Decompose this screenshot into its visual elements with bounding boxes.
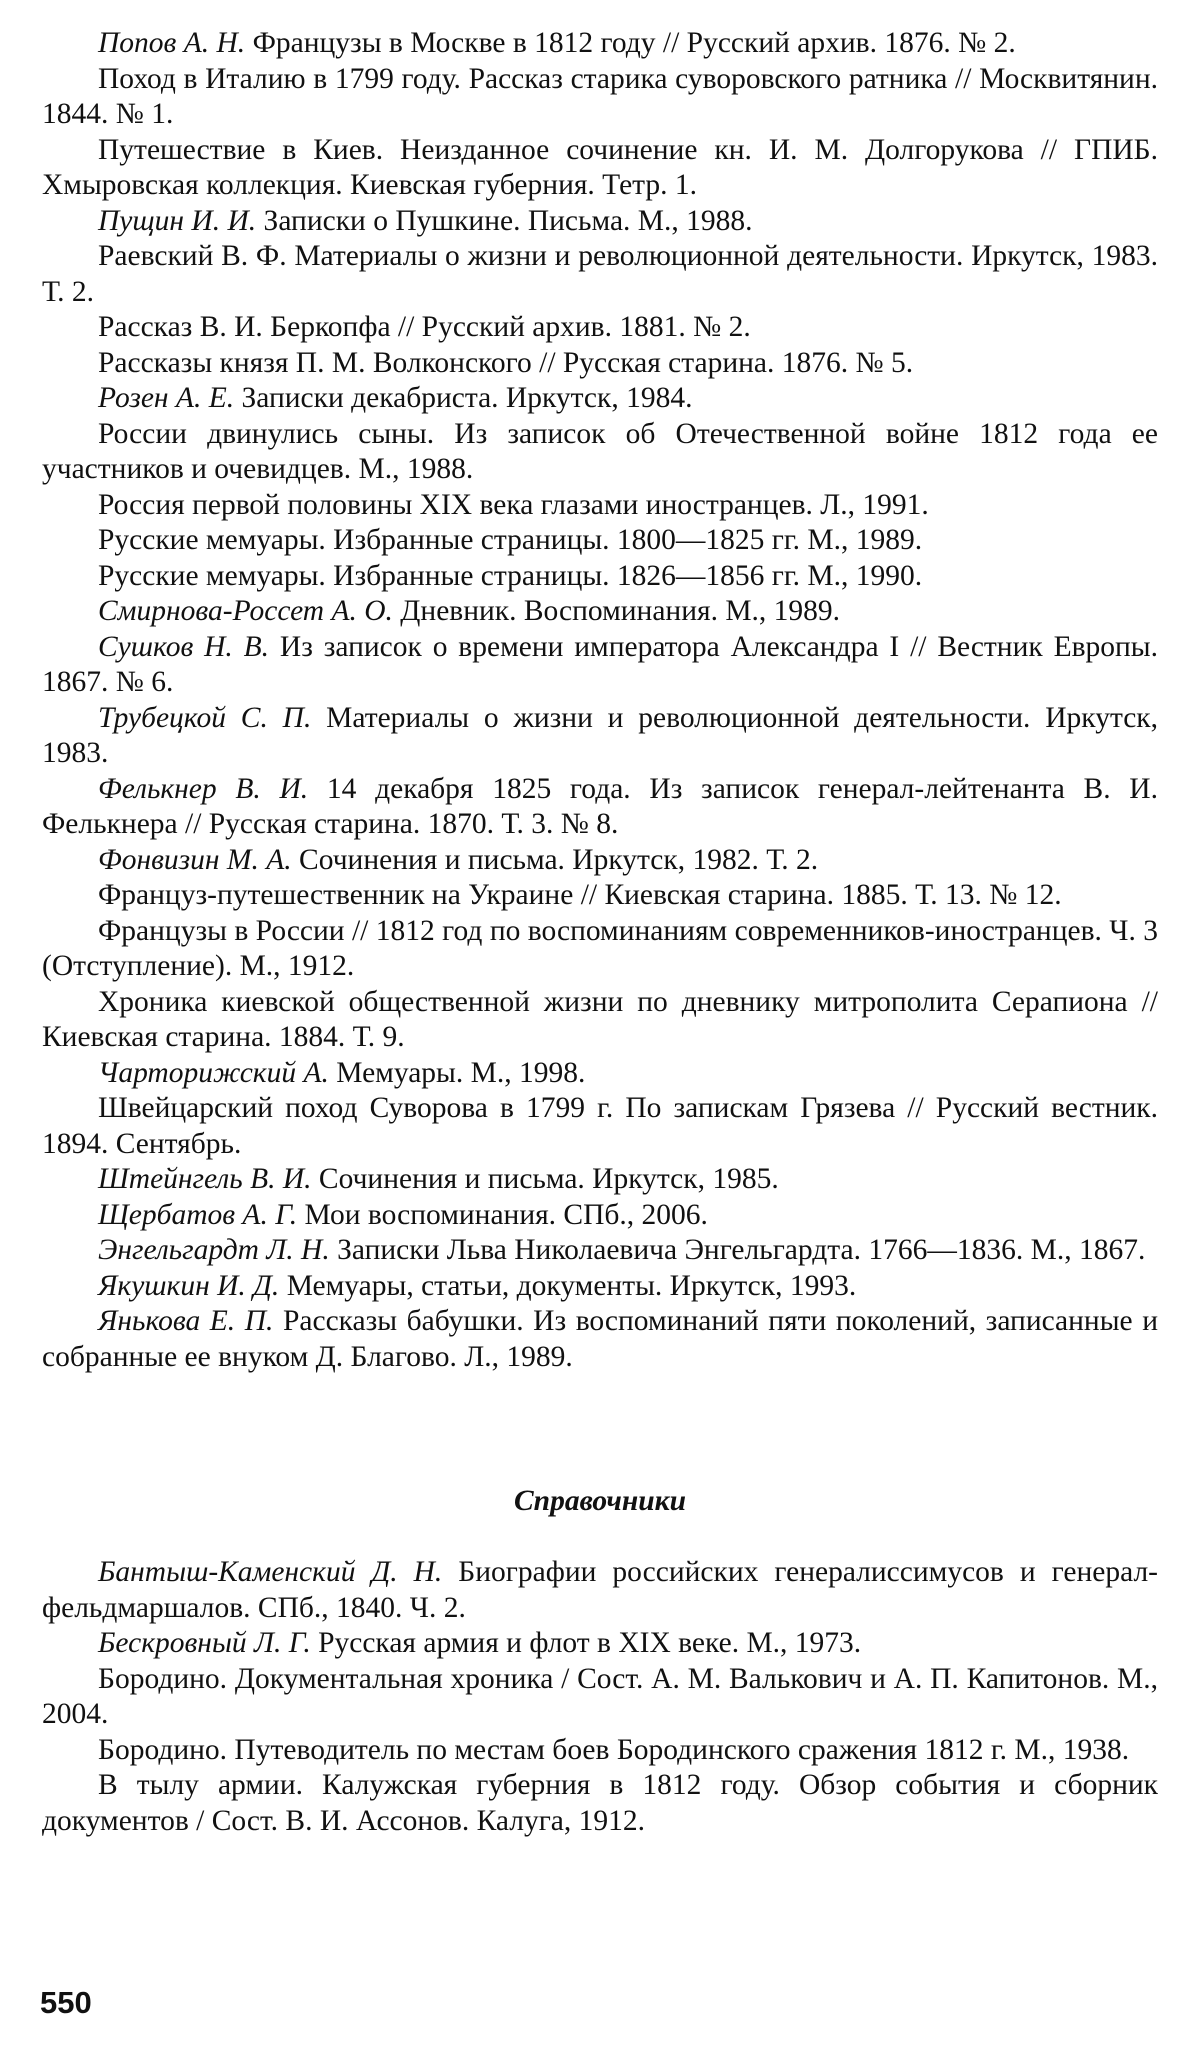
bibliography-entry [42,1198,1158,1234]
entry-text: 14 декабря 1825 года. Из записок генерал-лейтенанта В. И. Фелькнера // Русская старина. 1870. Т. 3. № 8. [42,772,1158,840]
bibliography-entry [42,772,1158,843]
page-number: 550 [40,1985,92,2020]
bibliography-entry [42,26,1158,62]
bibliography-entry [42,878,1158,914]
bibliography-entry [42,914,1158,985]
entry-author: Смирнова-Россет А. О. [98,595,393,627]
bibliography-list-memoirs [42,26,1158,1375]
entry-text: Поход в Италию в 1799 году. Рассказ старика суворовского ратника // Москвитянин. 1844. № 1. [42,62,1158,130]
entry-author: Пущин И. И. [98,204,257,237]
bibliography-entry [42,488,1158,524]
bibliography-entry [42,133,1158,204]
entry-text: Рассказы князя П. М. Волконского // Русская старина. 1876. № 5. [98,346,914,379]
entry-author: Розен А. Е. [98,382,235,414]
bibliography-entry [42,701,1158,772]
entry-author: Щербатов А. Г. [98,1198,298,1231]
bibliography-entry [42,1626,1158,1662]
bibliography-entry [42,310,1158,346]
entry-text: Французы в Москве в 1812 году // Русский архив. 1876. № 2. [245,27,1016,59]
entry-text: Из записок о времени императора Александра I // Вестник Европы. 1867. № 6. [42,630,1158,698]
bibliography-entry [42,1233,1158,1269]
bibliography-entry [42,1162,1158,1198]
bibliography-entry [42,204,1158,240]
entry-text: Сочинения и письма. Иркутск, 1985. [311,1163,779,1195]
entry-text: Француз-путешественник на Украине // Киевская старина. 1885. Т. 13. № 12. [98,879,1062,911]
entry-text: Русские мемуары. Избранные страницы. 1800—1825 гг. М., 1989. [98,524,923,556]
entry-text: Французы в России // 1812 год по воспоминаниям современников-иностранцев. Ч. 3 (Отступление). М., 1912. [42,914,1158,982]
bibliography-entry [42,346,1158,382]
entry-text: Мемуары. М., 1998. [328,1056,586,1089]
bibliography-entry [42,630,1158,701]
entry-text: Сочинения и письма. Иркутск, 1982. Т. 2. [291,843,819,876]
section-title: Справочники [514,1485,686,1517]
entry-text: Записки декабриста. Иркутск, 1984. [234,382,693,414]
entry-text: Путешествие в Киев. Неизданное сочинение кн. И. М. Долгорукова // ГПИБ. Хмыровская коллекция. Киевская губерния. Тетр. 1. [42,133,1158,201]
bibliography-entry [42,417,1158,488]
bibliography-entry [42,1662,1158,1733]
bibliography-list-references [42,1555,1158,1839]
entry-text: Биографии российских генералиссимусов и генерал-фельдмаршалов. СПб., 1840. Ч. 2. [42,1556,1158,1624]
entry-text: Русские мемуары. Избранные страницы. 1826—1856 гг. М., 1990. [98,559,923,592]
entry-text: Записки о Пушкине. Письма. М., 1988. [256,204,753,237]
entry-text: Дневник. Воспоминания. М., 1989. [392,595,841,627]
entry-author: Энгельгардт Л. Н. [98,1234,330,1266]
bibliography-entry [42,559,1158,595]
entry-text: В тылу армии. Калужская губерния в 1812 году. Обзор события и сборник документов / Сост. В. И. Ассонов. Калуга, 1912. [42,1769,1158,1837]
entry-author: Трубецкой С. П. [98,701,312,734]
bibliography-entry [42,1555,1158,1626]
bibliography-entry [42,239,1158,310]
bibliography-entry [42,594,1158,630]
bibliography-entry [42,1091,1158,1162]
entry-author: Попов А. Н. [98,27,246,59]
entry-author: Якушкин И. Д. [98,1269,280,1302]
entry-author: Янькова Е. П. [98,1305,274,1337]
entry-text: Хроника киевской общественной жизни по дневнику митрополита Серапиона // Киевская старина. 1884. Т. 9. [42,985,1158,1053]
entry-text: Рассказ В. И. Беркопфа // Русский архив. 1881. № 2. [98,311,751,343]
bibliography-entry [42,381,1158,417]
entry-author: Сушков Н. В. [98,630,270,663]
bibliography-page [42,26,1158,1839]
bibliography-entry [42,1304,1158,1375]
entry-author: Фелькнер В. И. [98,772,309,805]
entry-author: Бескровный Л. Г. [98,1627,311,1659]
entry-author: Штейнгель В. И. [98,1163,312,1195]
entry-text: Бородино. Документальная хроника / Сост. А. М. Валькович и А. П. Капитонов. М., 2004. [42,1662,1158,1730]
entry-text: Бородино. Путеводитель по местам боев Бородинского сражения 1812 г. М., 1938. [98,1733,1130,1766]
entry-text: Записки Льва Николаевича Энгельгардта. 1766—1836. М., 1867. [329,1234,1146,1266]
entry-text: Раевский В. Ф. Материалы о жизни и революционной деятельности. Иркутск, 1983. Т. 2. [42,240,1158,308]
entry-text: Швейцарский поход Суворова в 1799 г. По запискам Грязева // Русский вестник. 1894. Сентябрь. [42,1092,1158,1160]
bibliography-entry [42,1269,1158,1305]
entry-author: Фонвизин М. А. [98,843,292,876]
bibliography-entry [42,62,1158,133]
bibliography-entry [42,523,1158,559]
entry-text: Материалы о жизни и революционной деятельности. Иркутск, 1983. [42,701,1159,769]
entry-text: Русская армия и флот в XIX веке. М., 1973. [310,1627,862,1659]
bibliography-entry [42,1768,1158,1839]
entry-text: Мемуары, статьи, документы. Иркутск, 1993. [279,1269,857,1302]
bibliography-entry [42,985,1158,1056]
entry-text: Рассказы бабушки. Из воспоминаний пяти поколений, записанные и собранные ее внуком Д. Благово. Л., 1989. [42,1305,1158,1373]
entry-text: Россия первой половины XIX века глазами иностранцев. Л., 1991. [98,488,929,521]
entry-author: Чарторижский А. [98,1056,329,1089]
bibliography-entry [42,843,1158,879]
entry-text: Мои воспоминания. СПб., 2006. [297,1198,708,1231]
entry-author: Бантыш-Каменский Д. Н. [98,1556,443,1588]
bibliography-entry [42,1733,1158,1769]
entry-text: России двинулись сыны. Из записок об Отечественной войне 1812 года ее участников и очевидцев. М., 1988. [42,417,1158,485]
bibliography-entry [42,1056,1158,1092]
